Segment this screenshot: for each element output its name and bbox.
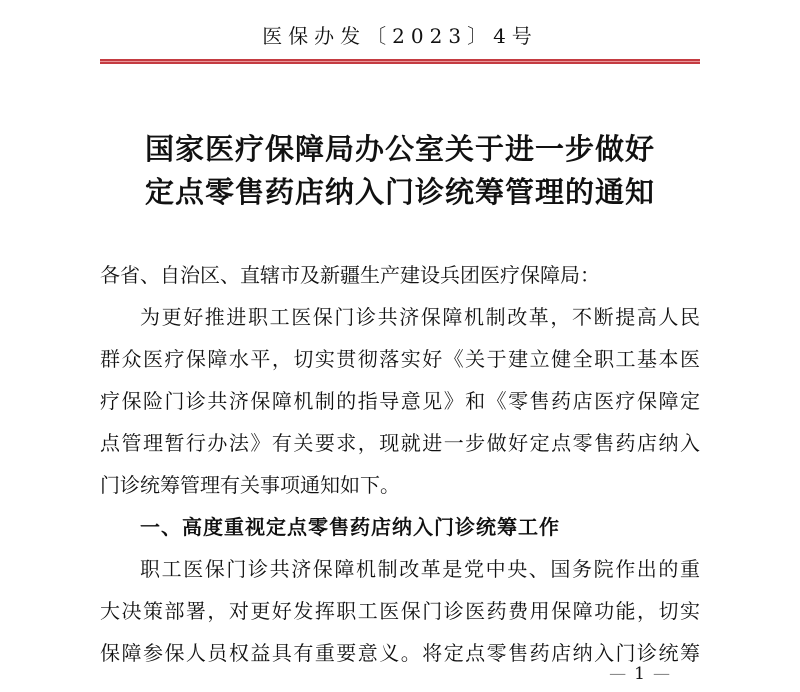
paragraph-1-line-5: 门诊统筹管理有关事项通知如下。	[100, 473, 400, 497]
paragraph-1-line-4: 点管理暂行办法》有关要求，现就进一步做好定点零售药店纳入	[100, 431, 700, 455]
paragraph-1-line-2: 群众医疗保障水平，切实贯彻落实好《关于建立健全职工基本医	[100, 347, 700, 371]
page-number-dash-left: —	[609, 664, 628, 684]
red-separator-line	[100, 59, 700, 64]
page-number-dash-right: —	[653, 664, 671, 684]
document-body	[100, 260, 700, 680]
paragraph-1-line-1: 为更好推进职工医保门诊共济保障机制改革，不断提高人民	[140, 305, 700, 329]
paragraph-2-line-3: 保障参保人员权益具有重要意义。将定点零售药店纳入门诊统筹	[100, 641, 700, 665]
page-number-value: 1	[634, 664, 646, 684]
document-title-line-2: 定点零售药店纳入门诊统筹管理的通知	[144, 175, 655, 209]
section-1-heading: 一、高度重视定点零售药店纳入门诊统筹工作	[140, 515, 560, 539]
paragraph-2-line-2: 大决策部署，对更好发挥职工医保门诊医药费用保障功能，切实	[100, 599, 700, 623]
paragraph-2-line-1: 职工医保门诊共济保障机制改革是党中央、国务院作出的重	[140, 557, 700, 581]
paragraph-1-line-3: 疗保险门诊共济保障机制的指导意见》和《零售药店医疗保障定	[100, 389, 700, 413]
document-title-line-1: 国家医疗保障局办公室关于进一步做好	[144, 132, 655, 166]
page-number	[602, 664, 678, 684]
document-title	[100, 128, 700, 214]
salutation-line: 各省、自治区、直辖市及新疆生产建设兵团医疗保障局：	[100, 263, 600, 287]
document-reference-number: 医保办发〔2023〕4号	[262, 24, 538, 48]
